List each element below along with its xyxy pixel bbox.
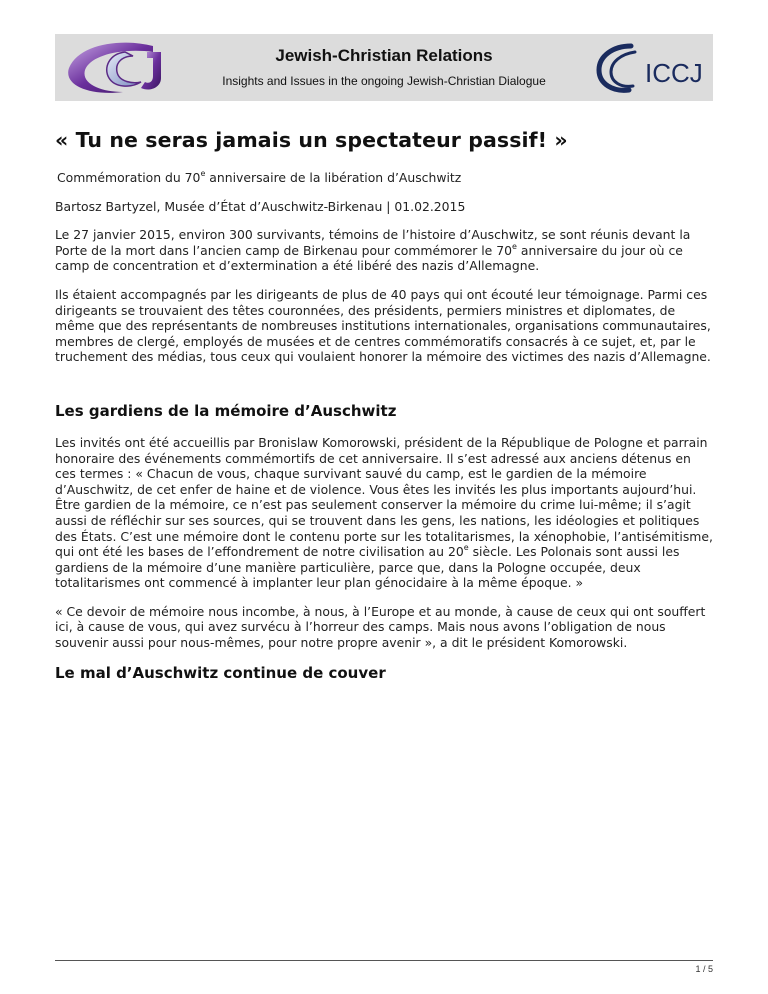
subtitle-text-end: anniversaire de la libération d’Auschwitz: [205, 170, 462, 185]
site-title: Jewish-Christian Relations: [275, 46, 493, 65]
paragraph-2: Ils étaient accompagnés par les dirigeants de plus de 40 pays qui ont écouté leur témoignage. Parmi ces dirigeants se trouvaient des têtes couronnées, des présidents, permiers ministres et diplomates, de même que des représentants de nombreuses institutions internationales, organisations communautaires, membres de clergé, employés de musées et de centres commémoratifs consacrés à ce sujet, et, par le truchement des médias, tous ceux qui voulaient honorer la mémoire des victimes des nazis d’Allemagne.: [55, 286, 711, 365]
section-heading-gardiens: Les gardiens de la mémoire d’Auschwitz: [55, 401, 397, 420]
iccj-logo-icon: [595, 42, 707, 94]
paragraph-1-sup: e: [512, 241, 517, 251]
subtitle-sup: e: [200, 169, 206, 178]
footer-divider: [55, 960, 713, 961]
paragraph-4: « Ce devoir de mémoire nous incombe, à nous, à l’Europe et au monde, à cause de ceux qui ont souffert ici, à cause de vous, qui avez survécu à l’horreur des camps. Mais nous avons l’obligation de nous souvenir aussi pour nous-mêmes, pour notre propre avenir », a dit le président Komorowski.: [55, 603, 706, 651]
paragraph-1-text-end: anniversaire du jour où ce camp de concentration et d’extermination a été libéré des nazis d’Allemagne.: [55, 242, 683, 274]
paragraph-1: [55, 227, 715, 274]
paragraph-3-text: Les invités ont été accueillis par Bronislaw Komorowski, président de la République de Pologne et parrain honoraire des événements commémortifs de cet anniversaire. Il s’est adressé aux anciens détenus en ces termes : « Chacun de vous, chaque survivant sauvé du camp, est le gardien de la mémoire d’Auschwitz, de cet enfer de haine et de violence. Vous êtes les invités les plus importants aujourd’hui. Être gardien de la mémoire, ce n’est pas seulement conserver la mémoire du crime lui-même; il s’agit aussi de réfléchir sur ses sources, qui se trouvent dans les gens, les nations, les idéologies et politiques des États. C’est une mémoire dont le contenu porte sur les totalitarismes, la xénophobie, l’antisémitisme, qui ont été les bases de l’effondrement de notre civilisation au 20: [55, 434, 713, 560]
section-heading-mal: Le mal d’Auschwitz continue de couver: [55, 663, 386, 682]
paragraph-3-sup: e: [463, 543, 469, 553]
subtitle-text: Commémoration du 70: [57, 170, 201, 185]
page-number: 1 / 5: [695, 964, 713, 974]
iccj-logo-text: ICCJ: [645, 58, 703, 88]
site-tagline: Insights and Issues in the ongoing Jewish-Christian Dialogue: [222, 74, 546, 88]
article-byline: Bartosz Bartyzel, Musée d’État d’Auschwitz-Birkenau | 01.02.2015: [55, 198, 466, 214]
paragraph-1-text: Le 27 janvier 2015, environ 300 survivants, témoins de l’histoire d’Auschwitz, se sont réunis devant la Porte de la mort dans l’ancien camp de Birkenau pour commémorer le 70: [55, 227, 691, 258]
article-subtitle: [57, 170, 715, 186]
article: [55, 128, 715, 697]
paragraph-3-text-end: siècle. Les Polonais sont aussi les gardiens de la mémoire d’une manière particulière, parce que, dans la Pologne occupée, deux totalitarismes ont commencé à implanter leur plan génocidaire à la même époque. »: [55, 544, 680, 591]
article-title: « Tu ne seras jamais un spectateur passif! »: [55, 128, 568, 152]
page-header: [55, 34, 713, 101]
paragraph-3: [55, 435, 715, 591]
